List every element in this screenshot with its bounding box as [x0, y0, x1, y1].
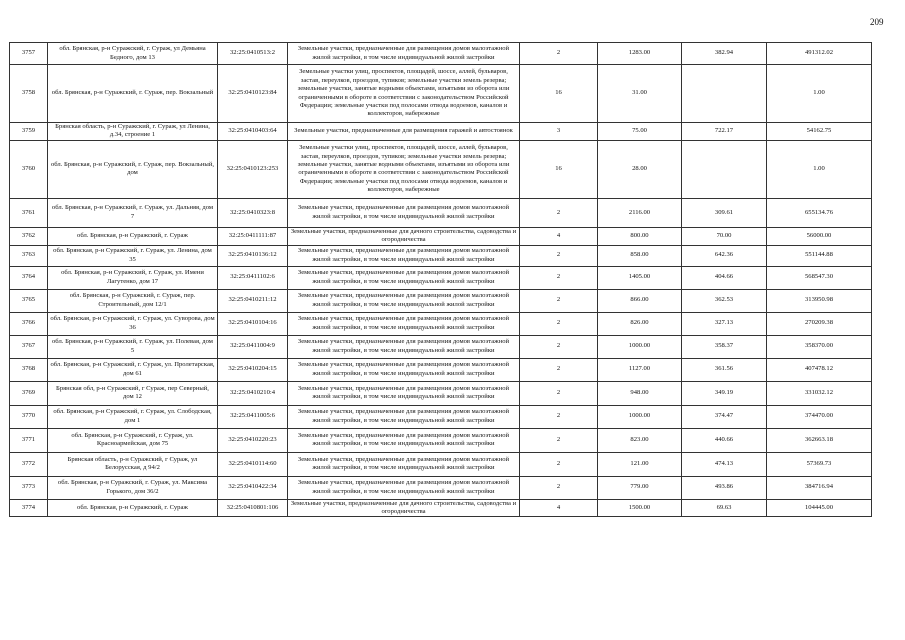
table-row — [10, 499, 872, 517]
specific-value-cell: 642.36 — [682, 245, 767, 266]
cadastral-value-cell: 407478.12 — [767, 358, 872, 381]
permitted-use-cell: Земельные участки, предназначенные для размещения домов малоэтажной жилой застройки, в том числе индивидуальной жилой застройки — [288, 245, 520, 266]
table-row — [10, 198, 872, 227]
cadastral-value-cell: 362663.18 — [767, 428, 872, 452]
address-cell: обл. Брянская, р-н Суражский, г. Сураж, ул. Ленина, дом 35 — [48, 245, 218, 266]
area-cell: 948.00 — [598, 381, 682, 405]
cadastral-value-cell: 384716.94 — [767, 476, 872, 499]
area-cell: 31.00 — [598, 65, 682, 123]
cadastral-number-cell: 32:25:0410104:16 — [218, 312, 288, 335]
row-number: 3763 — [10, 245, 48, 266]
table-row — [10, 140, 872, 198]
permitted-use-cell: Земельные участки, предназначенные для размещения домов малоэтажной жилой застройки, в том числе индивидуальной жилой застройки — [288, 452, 520, 476]
cadastral-number-cell: 32:25:0410403:64 — [218, 123, 288, 141]
table-row — [10, 266, 872, 289]
permitted-use-cell: Земельные участки улиц, проспектов, площадей, шоссе, аллей, бульваров, застав, переулков, проездов, тупиков; земельные участки земель резерва; земельные участки, занятые водными объектами, изъятыми из оборота или ограниченными в обороте в соответствии с законодательством Российской Федерации; земельные участки под полосами отвода водоемов, каналов и коллекторов, набережные — [288, 65, 520, 123]
address-cell: обл. Брянская, р-н Суражский, г. Сураж, пер. Вокзальный, дом — [48, 140, 218, 198]
cadastral-value-cell: 655134.76 — [767, 198, 872, 227]
specific-value-cell: 70.00 — [682, 227, 767, 245]
address-cell: обл. Брянская, р-н Суражский, г. Сураж, пер. Вокзальный — [48, 65, 218, 123]
table-row — [10, 65, 872, 123]
address-cell: обл. Брянская, р-н Суражский, г. Сураж, ул. Полевая, дом 5 — [48, 335, 218, 358]
cadastral-value-cell: 104445.00 — [767, 499, 872, 517]
table-row — [10, 227, 872, 245]
cadastral-value-table — [9, 42, 872, 517]
use-group-cell: 2 — [520, 476, 598, 499]
specific-value-cell — [682, 140, 767, 198]
use-group-cell: 4 — [520, 227, 598, 245]
address-cell: обл. Брянская, р-н Суражский, г. Сураж, ул. Слободская, дом 1 — [48, 405, 218, 428]
permitted-use-cell: Земельные участки, предназначенные для размещения домов малоэтажной жилой застройки, в том числе индивидуальной жилой застройки — [288, 476, 520, 499]
permitted-use-cell: Земельные участки, предназначенные для размещения домов малоэтажной жилой застройки, в том числе индивидуальной жилой застройки — [288, 312, 520, 335]
row-number: 3757 — [10, 43, 48, 65]
row-number: 3770 — [10, 405, 48, 428]
cadastral-value-cell: 551144.88 — [767, 245, 872, 266]
cadastral-number-cell: 32:25:0410211:12 — [218, 289, 288, 312]
permitted-use-cell: Земельные участки, предназначенные для размещения домов малоэтажной жилой застройки, в том числе индивидуальной жилой застройки — [288, 381, 520, 405]
row-number: 3774 — [10, 499, 48, 517]
table-row — [10, 123, 872, 141]
page-number: 209 — [870, 17, 884, 27]
table-row — [10, 428, 872, 452]
area-cell: 866.00 — [598, 289, 682, 312]
use-group-cell: 2 — [520, 266, 598, 289]
cadastral-number-cell: 32:25:0410123:84 — [218, 65, 288, 123]
cadastral-value-cell: 1.00 — [767, 140, 872, 198]
permitted-use-cell: Земельные участки, предназначенные для дачного строительства, садоводства и огородничества — [288, 227, 520, 245]
cadastral-number-cell: 32:25:0410422:34 — [218, 476, 288, 499]
table-row — [10, 289, 872, 312]
specific-value-cell: 374.47 — [682, 405, 767, 428]
row-number: 3765 — [10, 289, 48, 312]
row-number: 3772 — [10, 452, 48, 476]
specific-value-cell: 327.13 — [682, 312, 767, 335]
area-cell: 121.00 — [598, 452, 682, 476]
permitted-use-cell: Земельные участки, предназначенные для размещения домов малоэтажной жилой застройки, в том числе индивидуальной жилой застройки — [288, 266, 520, 289]
specific-value-cell: 309.61 — [682, 198, 767, 227]
use-group-cell: 2 — [520, 245, 598, 266]
use-group-cell: 4 — [520, 499, 598, 517]
cadastral-number-cell: 32:25:0410123:253 — [218, 140, 288, 198]
row-number: 3767 — [10, 335, 48, 358]
area-cell: 28.00 — [598, 140, 682, 198]
area-cell: 779.00 — [598, 476, 682, 499]
address-cell: Брянская обл, р-н Суражский, г Сураж, пер Северный, дом 12 — [48, 381, 218, 405]
cadastral-number-cell: 32:25:0410204:15 — [218, 358, 288, 381]
cadastral-number-cell: 32:25:0410220:23 — [218, 428, 288, 452]
address-cell: Брянская область, р-н Суражский, г. Сураж, ул Ленина, д.34, строение 1 — [48, 123, 218, 141]
cadastral-value-cell: 56000.00 — [767, 227, 872, 245]
use-group-cell: 2 — [520, 428, 598, 452]
cadastral-value-cell: 358370.00 — [767, 335, 872, 358]
specific-value-cell: 474.13 — [682, 452, 767, 476]
area-cell: 1000.00 — [598, 335, 682, 358]
specific-value-cell: 349.19 — [682, 381, 767, 405]
table-row — [10, 335, 872, 358]
cadastral-number-cell: 32:25:0411102:6 — [218, 266, 288, 289]
row-number: 3761 — [10, 198, 48, 227]
cadastral-value-cell: 374470.00 — [767, 405, 872, 428]
cadastral-number-cell: 32:25:0411005:6 — [218, 405, 288, 428]
table-row — [10, 312, 872, 335]
area-cell: 1500.00 — [598, 499, 682, 517]
address-cell: обл. Брянская, р-н Суражский, г. Сураж — [48, 499, 218, 517]
use-group-cell: 16 — [520, 65, 598, 123]
permitted-use-cell: Земельные участки, предназначенные для размещения домов малоэтажной жилой застройки, в том числе индивидуальной жилой застройки — [288, 198, 520, 227]
row-number: 3760 — [10, 140, 48, 198]
cadastral-value-cell: 270209.38 — [767, 312, 872, 335]
use-group-cell: 2 — [520, 335, 598, 358]
cadastral-number-cell: 32:25:0410323:8 — [218, 198, 288, 227]
cadastral-value-cell: 331032.12 — [767, 381, 872, 405]
table-row — [10, 43, 872, 65]
address-cell: обл. Брянская, р-н Суражский, г. Сураж, ул. Суворова, дом 36 — [48, 312, 218, 335]
specific-value-cell: 358.37 — [682, 335, 767, 358]
permitted-use-cell: Земельные участки улиц, проспектов, площадей, шоссе, аллей, бульваров, застав, переулков, проездов, тупиков; земельные участки земель резерва; земельные участки, занятые водными объектами, изъятыми из оборота или ограниченными в обороте в соответствии с законодательством Российской Федерации; земельные участки под полосами отвода водоемов, каналов и коллекторов, набережные — [288, 140, 520, 198]
permitted-use-cell: Земельные участки, предназначенные для размещения гаражей и автостоянок — [288, 123, 520, 141]
table-row — [10, 358, 872, 381]
specific-value-cell — [682, 65, 767, 123]
cadastral-number-cell: 32:25:0410136:12 — [218, 245, 288, 266]
area-cell: 826.00 — [598, 312, 682, 335]
cadastral-number-cell: 32:25:0411004:9 — [218, 335, 288, 358]
row-number: 3773 — [10, 476, 48, 499]
use-group-cell: 16 — [520, 140, 598, 198]
row-number: 3759 — [10, 123, 48, 141]
address-cell: обл. Брянская, р-н Суражский, г. Сураж, ул. Красноармейская, дом 75 — [48, 428, 218, 452]
cadastral-value-cell: 54162.75 — [767, 123, 872, 141]
address-cell: обл. Брянская, р-н Суражский, г. Сураж, ул. Пролетарская, дом 61 — [48, 358, 218, 381]
permitted-use-cell: Земельные участки, предназначенные для размещения домов малоэтажной жилой застройки, в том числе индивидуальной жилой застройки — [288, 358, 520, 381]
address-cell: обл. Брянская, р-н Суражский, г. Сураж, ул. Максима Горького, дом 36/2 — [48, 476, 218, 499]
use-group-cell: 2 — [520, 358, 598, 381]
use-group-cell: 2 — [520, 43, 598, 65]
area-cell: 75.00 — [598, 123, 682, 141]
address-cell: Брянская область, р-н Суражский, г Сураж, ул Белорусская, д 94/2 — [48, 452, 218, 476]
cadastral-value-cell: 1.00 — [767, 65, 872, 123]
area-cell: 823.00 — [598, 428, 682, 452]
cadastral-number-cell: 32:25:0410114:60 — [218, 452, 288, 476]
permitted-use-cell: Земельные участки, предназначенные для дачного строительства, садоводства и огородничества — [288, 499, 520, 517]
cadastral-value-cell: 568547.30 — [767, 266, 872, 289]
permitted-use-cell: Земельные участки, предназначенные для размещения домов малоэтажной жилой застройки, в том числе индивидуальной жилой застройки — [288, 405, 520, 428]
address-cell: обл. Брянская, р-н Суражский, г. Сураж — [48, 227, 218, 245]
area-cell: 1000.00 — [598, 405, 682, 428]
permitted-use-cell: Земельные участки, предназначенные для размещения домов малоэтажной жилой застройки, в том числе индивидуальной жилой застройки — [288, 428, 520, 452]
cadastral-number-cell: 32:25:0411111:87 — [218, 227, 288, 245]
specific-value-cell: 493.86 — [682, 476, 767, 499]
specific-value-cell: 361.56 — [682, 358, 767, 381]
table-row — [10, 245, 872, 266]
area-cell: 800.00 — [598, 227, 682, 245]
row-number: 3766 — [10, 312, 48, 335]
area-cell: 1283.00 — [598, 43, 682, 65]
permitted-use-cell: Земельные участки, предназначенные для размещения домов малоэтажной жилой застройки, в том числе индивидуальной жилой застройки — [288, 43, 520, 65]
table-row — [10, 476, 872, 499]
row-number: 3764 — [10, 266, 48, 289]
use-group-cell: 2 — [520, 289, 598, 312]
table-row — [10, 381, 872, 405]
specific-value-cell: 404.66 — [682, 266, 767, 289]
specific-value-cell: 440.66 — [682, 428, 767, 452]
cadastral-value-cell: 313950.98 — [767, 289, 872, 312]
use-group-cell: 2 — [520, 381, 598, 405]
use-group-cell: 2 — [520, 312, 598, 335]
cadastral-value-cell: 491312.02 — [767, 43, 872, 65]
specific-value-cell: 382.94 — [682, 43, 767, 65]
row-number: 3762 — [10, 227, 48, 245]
cadastral-number-cell: 32:25:0410801:106 — [218, 499, 288, 517]
area-cell: 2116.00 — [598, 198, 682, 227]
area-cell: 1405.00 — [598, 266, 682, 289]
permitted-use-cell: Земельные участки, предназначенные для размещения домов малоэтажной жилой застройки, в том числе индивидуальной жилой застройки — [288, 335, 520, 358]
area-cell: 1127.00 — [598, 358, 682, 381]
specific-value-cell: 362.53 — [682, 289, 767, 312]
address-cell: обл. Брянская, р-н Суражский, г. Сураж, ул. Имени Лагутенко, дом 17 — [48, 266, 218, 289]
cadastral-number-cell: 32:25:0410513:2 — [218, 43, 288, 65]
cadastral-value-cell: 57369.73 — [767, 452, 872, 476]
specific-value-cell: 722.17 — [682, 123, 767, 141]
row-number: 3769 — [10, 381, 48, 405]
use-group-cell: 2 — [520, 452, 598, 476]
cadastral-number-cell: 32:25:0410210:4 — [218, 381, 288, 405]
specific-value-cell: 69.63 — [682, 499, 767, 517]
row-number: 3771 — [10, 428, 48, 452]
permitted-use-cell: Земельные участки, предназначенные для размещения домов малоэтажной жилой застройки, в том числе индивидуальной жилой застройки — [288, 289, 520, 312]
use-group-cell: 2 — [520, 198, 598, 227]
use-group-cell: 3 — [520, 123, 598, 141]
row-number: 3758 — [10, 65, 48, 123]
table-row — [10, 405, 872, 428]
area-cell: 858.00 — [598, 245, 682, 266]
use-group-cell: 2 — [520, 405, 598, 428]
address-cell: обл. Брянская, р-н Суражский, г. Сураж, ул. Дальняя, дом 7 — [48, 198, 218, 227]
row-number: 3768 — [10, 358, 48, 381]
table-row — [10, 452, 872, 476]
table-body — [10, 43, 872, 517]
address-cell: обл. Брянская, р-н Суражский, г. Сураж, ул Демьяна Бедного, дом 13 — [48, 43, 218, 65]
address-cell: обл. Брянская, р-н Суражский, г. Сураж, пер. Строительный, дом 12/1 — [48, 289, 218, 312]
